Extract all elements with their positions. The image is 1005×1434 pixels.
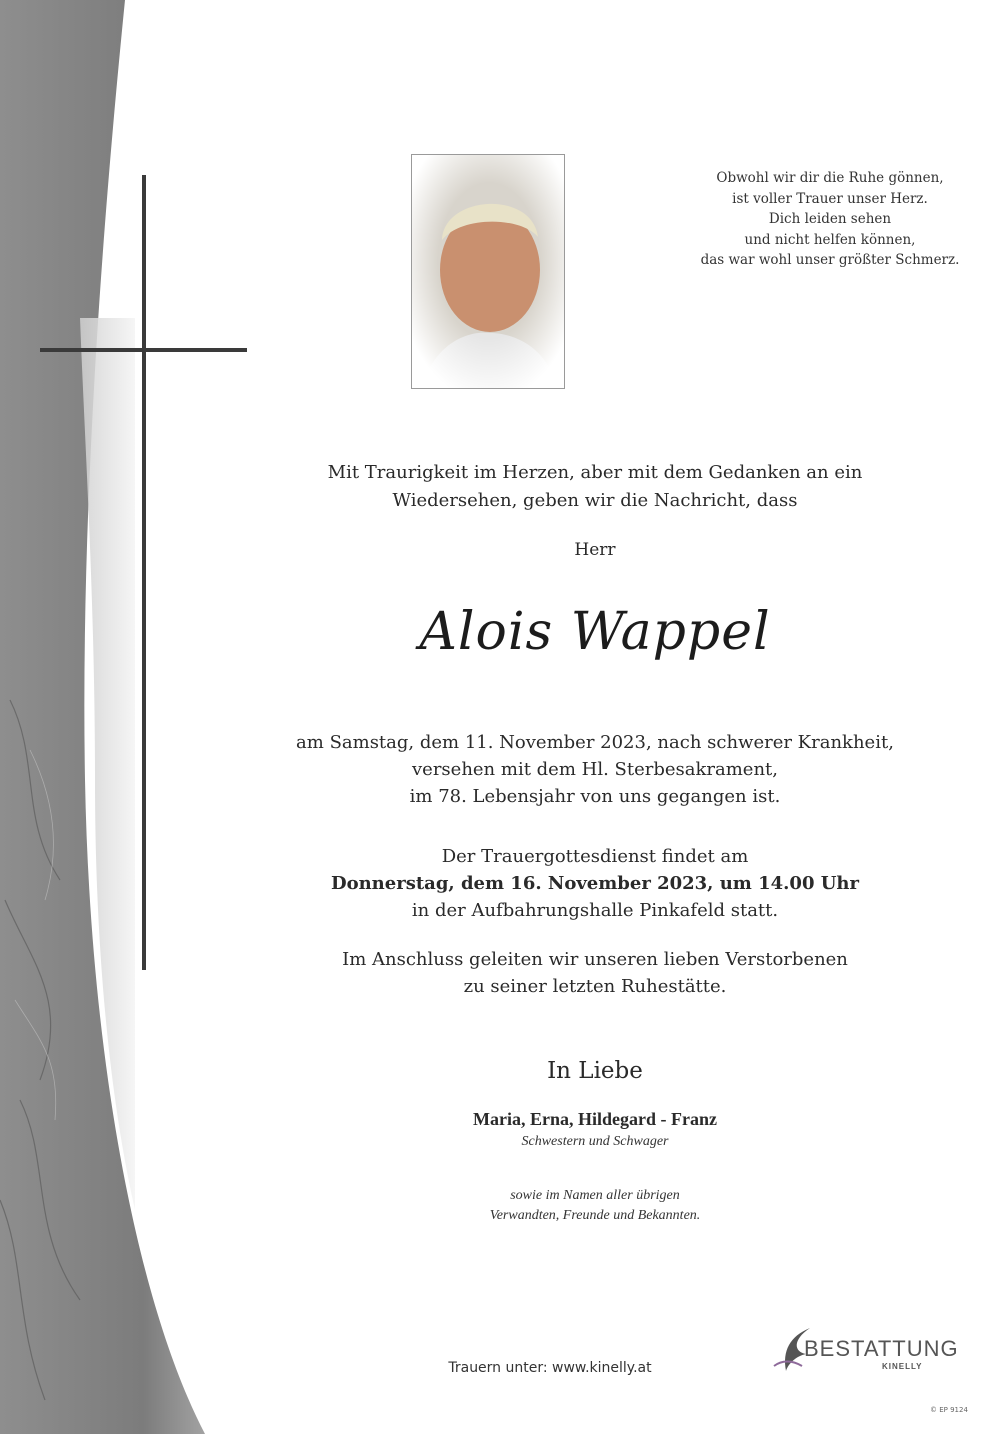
honorific: Herr <box>574 540 616 560</box>
poem-line: Dich leiden sehen <box>768 211 892 227</box>
funeral-home-logo <box>772 1322 959 1382</box>
footer-website: Trauern unter: www.kinelly.at <box>448 1360 652 1376</box>
intro-line: Mit Traurigkeit im Herzen, aber mit dem Gedanken an ein <box>327 462 863 483</box>
product-code: © EP 9124 <box>930 1406 968 1414</box>
logo-sub: KINELLY <box>882 1362 923 1371</box>
deceased-name: Alois Wappel <box>419 602 771 662</box>
poem-line: Obwohl wir dir die Ruhe gönnen, <box>716 170 944 186</box>
intro-line: Wiedersehen, geben wir die Nachricht, dass <box>392 490 798 511</box>
other-mourners <box>250 1186 940 1226</box>
burial-notice <box>250 946 940 1000</box>
poem-line: ist voller Trauer unser Herz. <box>732 190 928 207</box>
others-line: sowie im Namen aller übrigen <box>510 1188 680 1203</box>
poem-line: das war wohl unser größter Schmerz. <box>700 252 960 268</box>
service-date: Donnerstag, dem 16. November 2023, um 14.00 Uhr <box>330 873 860 894</box>
burial-line: zu seiner letzten Ruhestätte. <box>463 976 727 997</box>
family-names: Maria, Erna, Hildegard - Franz <box>473 1109 717 1129</box>
portrait-image <box>412 155 565 389</box>
closing-phrase: In Liebe <box>547 1058 643 1084</box>
death-line: im 78. Lebensjahr von uns gegangen ist. <box>409 786 781 807</box>
poem <box>690 168 970 271</box>
intro-text <box>250 459 940 515</box>
service-line: Der Trauergottesdienst findet am <box>441 846 749 867</box>
burial-line: Im Anschluss geleiten wir unseren lieben Verstorbenen <box>342 949 848 970</box>
funeral-service <box>250 843 940 924</box>
logo-name: BESTATTUNG <box>804 1336 959 1361</box>
others-line: Verwandten, Freunde und Bekannten. <box>489 1208 701 1223</box>
death-notice <box>250 729 940 810</box>
portrait-photo <box>411 154 565 389</box>
family-relation: Schwestern und Schwager <box>521 1134 669 1149</box>
poem-line: und nicht helfen können, <box>744 231 916 248</box>
death-line: am Samstag, dem 11. November 2023, nach schwerer Krankheit, <box>296 732 894 753</box>
death-line: versehen mit dem Hl. Sterbesakrament, <box>412 759 778 780</box>
service-line: in der Aufbahrungshalle Pinkafeld statt. <box>411 900 779 921</box>
